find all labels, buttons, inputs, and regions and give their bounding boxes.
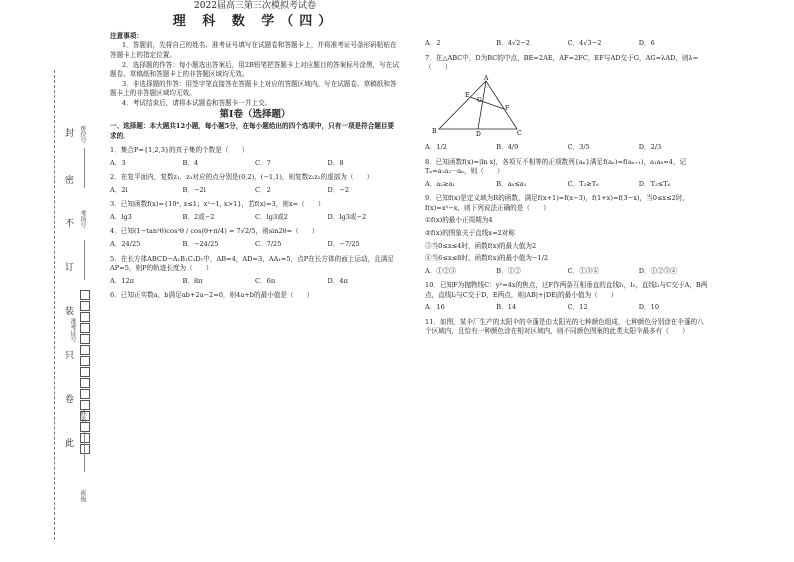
option: D．8 <box>327 158 344 167</box>
name-field: 姓名 <box>79 410 86 422</box>
notice-item: 1．答题前，先将自己的姓名、准考证号填写在试题卷和答题卡上，并将准考证号条形码粘贴在答题卡上的指定位置。 <box>110 41 397 59</box>
option: A．a₂≥a₁ <box>425 179 456 188</box>
exam-title: 2022届高三第三次模拟考试卷 <box>194 1 316 11</box>
option: A．16 <box>425 303 445 312</box>
option: B．−24/25 <box>182 239 219 248</box>
figure-label: E <box>465 91 470 99</box>
option: A．lg3 <box>110 212 132 221</box>
notice-title: 注意事项： <box>110 31 143 40</box>
option: C．3/5 <box>567 143 590 152</box>
question-options <box>110 186 400 196</box>
option: D．T₂≤T₆ <box>638 179 671 188</box>
question-stem: 9．已知f(x)是定义域为R的函数，满足f(x+1)=f(x−3)，f(1+x)=f(3−x)，当0≤x≤2时，f(x)=x²−x，则下列说法正确的是（ ） <box>425 194 690 212</box>
option: A．12π <box>110 276 135 285</box>
option: C．T₂≥T₆ <box>567 179 599 188</box>
binding-strip <box>0 0 100 562</box>
option: C．6π <box>255 276 276 285</box>
question-stem: 1．集合P={1,2,3}的真子集的个数是（ ） <box>110 146 249 155</box>
option: D．10 <box>638 303 660 312</box>
question-stem: 2．在复平面内，复数z₁，z₂对应的点分别是(0,2)，(−1,1)，则复数z₁z₂的虚部为（ ） <box>110 173 374 182</box>
question-stem: 11．如图，某伞厂生产的太阳伞的伞蓬是由太阳光的七种颜色组成，七种颜色分别涂在伞蓬的八个区域内，且恰有一种颜色涂在相对区域内，则不同颜色图案的此类太阳伞最多有（ ） <box>425 317 704 336</box>
seal-char: 封 <box>63 128 73 137</box>
figure-label: B <box>432 127 437 135</box>
option: A．①②③ <box>425 266 457 275</box>
field-line <box>84 240 85 280</box>
option: C．lg3或2 <box>255 212 288 221</box>
option: D．①②③④ <box>638 266 678 275</box>
option: C．①③④ <box>567 266 599 275</box>
statement-item: ④当6≤x≤8时，函数f(x)的最小值为−1/2 <box>425 254 549 263</box>
question-options <box>110 240 400 250</box>
notice-item: 2．选择题的作答：每小题选出答案后，用2B铅笔把答题卡上对应题目的答案标号涂黑，写在试题卷、草稿纸和答题卡上的非答题区域均无效。 <box>110 60 399 79</box>
figure-label: G <box>477 96 482 104</box>
seal-char: 密 <box>63 175 73 184</box>
option: C．7/25 <box>255 239 282 248</box>
figure-label: D <box>476 130 481 138</box>
option: A．2i <box>110 185 128 194</box>
section-title: 第Ⅰ卷（选择题） <box>219 109 291 121</box>
question-options <box>110 277 400 287</box>
question-options <box>425 180 710 190</box>
option: D．−7/25 <box>327 239 360 248</box>
subject-title: 理 科 数 学（四） <box>172 14 338 30</box>
option: C．7 <box>255 158 271 167</box>
left-column <box>110 0 400 301</box>
statement-item: ①f(x)的最小正周期为4 <box>425 216 493 225</box>
question-options <box>110 213 400 223</box>
option: B．2或−2 <box>182 212 215 221</box>
option: A．3 <box>110 158 126 167</box>
option: B．4√2−2 <box>496 39 531 47</box>
option: A．24/25 <box>110 239 141 248</box>
option: D．4π <box>327 276 348 285</box>
option: B．4 <box>182 158 199 167</box>
seat-number-field: 座位号 <box>79 125 86 143</box>
question-stem: 8．已知函数f(x)=|ln x|，各项互不相等的正项数列{aₙ}满足f(aₙ)=f(aₙ₊₁)，a₁a₈=4，记Tₙ=a₁a₂···aₙ，则（ ） <box>425 157 687 176</box>
notice-item: 4．考试结束后，请将本试题卷和答题卡一并上交。 <box>122 98 272 107</box>
option: A．2 <box>425 39 441 47</box>
option: C．12 <box>567 303 588 312</box>
section-intro: 一、选择题：本大题共12小题，每小题5分，在每小题给出的四个选项中，只有一项是符合题目要求的． <box>110 122 395 140</box>
option: B．①② <box>496 266 521 275</box>
option: B．−2i <box>182 185 206 194</box>
question-stem: 10．已知F为抛物线C：y²=4x的焦点，过F作两条互相垂直的直线l₁，l₂，直线l₁与C交于A，B两点，直线l₂与C交于D，E两点，则|AB|+|DE|的最小值为（ ） <box>425 281 708 299</box>
option: A．1/2 <box>425 143 447 152</box>
seal-char: 订 <box>63 262 73 271</box>
option: B．8π <box>182 276 203 285</box>
seal-line <box>54 70 55 540</box>
option: B．a₆≤a₁ <box>496 179 527 188</box>
notice-item: 3．非选择题的作答：用签字笔直接答在答题卡上对应的答题区域内。写在试题卷、草稿纸和答题卡上的非答题区域均无效。 <box>110 79 397 98</box>
question-stem: 6．已知正实数a，b满足ab+2a−2=0，则4a+b的最小值是（ ） <box>110 291 314 300</box>
question-options <box>425 39 710 49</box>
question-options <box>425 267 710 277</box>
statement-item: ②f(x)的图象关于直线x=2对称 <box>425 229 515 238</box>
figure-label: A <box>484 74 489 82</box>
option: D．2/3 <box>638 143 662 152</box>
ticket-number-field: 准考证号 <box>69 318 76 342</box>
seal-char: 不 <box>63 218 73 227</box>
option: D．6 <box>638 39 655 47</box>
question-stem: 5．在长方体ABCD−A₁B₁C₁D₁中，AB=4，AD=3，AA₁=5，点P在长方体的面上运动，且满足AP=5，则P的轨迹长度为（ ） <box>110 254 394 273</box>
option: B．14 <box>496 303 517 312</box>
seal-char: 只 <box>63 350 73 359</box>
question-options <box>110 159 400 169</box>
option: B．4/9 <box>496 143 519 152</box>
exam-room-field: 考场号 <box>79 210 86 228</box>
id-boxes <box>80 290 90 455</box>
field-line <box>84 148 85 188</box>
figure-label: F <box>505 104 510 112</box>
question-options <box>425 143 710 153</box>
field-line <box>84 432 85 472</box>
seal-char: 卷 <box>63 394 73 403</box>
seal-char: 装 <box>63 306 73 315</box>
question-stem: 3．已知函数f(x)={10ˣ, x≤1；x²−1, x>1}，若f(x)=3，则x=（ ） <box>110 200 325 209</box>
question-stem: 7．在△ABC中，D为BC的中点，BE=2AE，AF=2FC，EF与AD交于G，AG=λAD，则λ=（ ） <box>425 53 699 72</box>
triangle-figure <box>431 75 521 137</box>
figure-label: C <box>517 129 522 137</box>
option: C．4√3−2 <box>567 39 602 47</box>
statement-item: ③当0≤x≤4时，函数f(x)的最大值为2 <box>425 241 537 250</box>
option: C．2 <box>255 185 271 194</box>
right-column <box>425 36 710 337</box>
seal-char: 此 <box>63 438 73 447</box>
option: D．lg3或−2 <box>327 212 367 221</box>
question-options <box>425 303 710 313</box>
class-field: 班级 <box>79 490 86 502</box>
option: D．−2 <box>327 185 350 194</box>
question-stem: 4．已知(1−tan²θ)cos²θ / cos(θ+π/4) = 7√2/5，则sin2θ=（ ） <box>110 227 319 236</box>
